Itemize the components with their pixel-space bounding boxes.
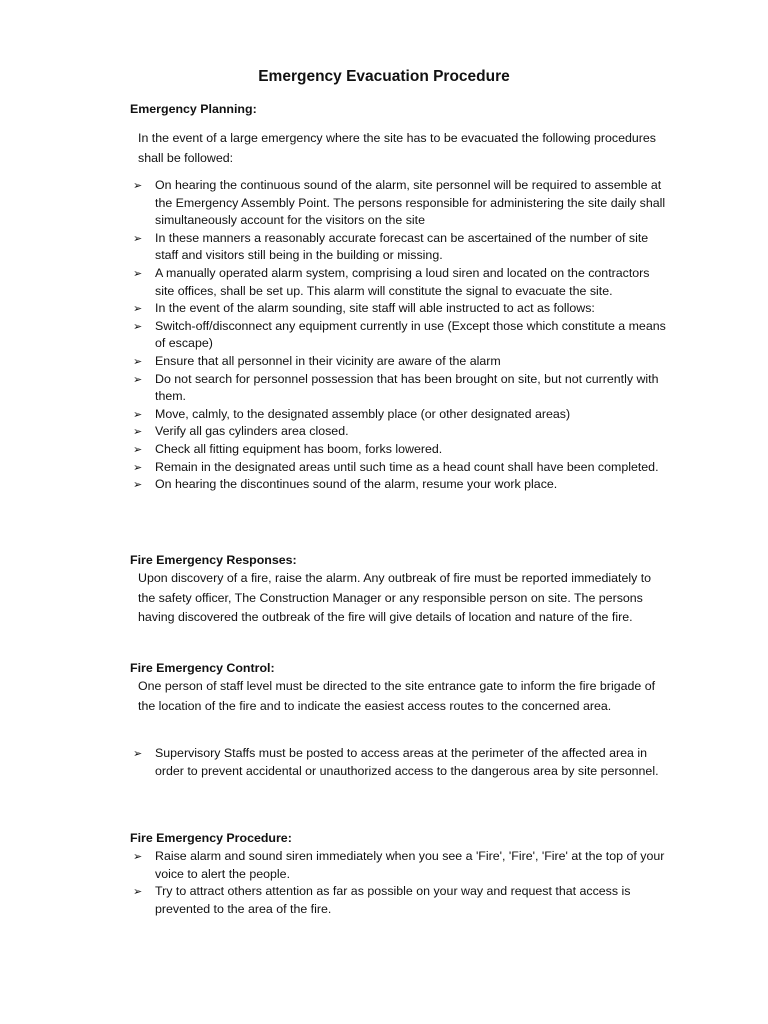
arrowhead-bullet-icon: ➢ <box>133 354 143 368</box>
list-item: ➢ Try to attract others attention as far as possible on your way and request that access is prevented to the area of the fire. <box>133 884 631 916</box>
planning-intro: In the event of a large emergency where the site has to be evacuated the following procedures shall be followed: <box>138 131 656 165</box>
arrowhead-bullet-icon: ➢ <box>133 407 143 421</box>
procedure-bullet-list <box>133 848 668 918</box>
section-heading-planning: Emergency Planning: <box>130 102 257 116</box>
list-item: ➢ Remain in the designated areas until such time as a head count shall have been completed. <box>133 459 668 477</box>
arrowhead-bullet-icon: ➢ <box>133 425 143 439</box>
control-bullet-list <box>133 745 668 780</box>
arrowhead-bullet-icon: ➢ <box>133 319 143 333</box>
arrowhead-bullet-icon: ➢ <box>133 478 143 492</box>
control-text: One person of staff level must be directed to the site entrance gate to inform the fire brigade of the location of the fire and to indicate the easiest access routes to the concerned area. <box>138 679 656 713</box>
list-item: ➢ Ensure that all personnel in their vicinity are aware of the alarm <box>133 353 668 371</box>
planning-bullet-list <box>133 177 668 494</box>
list-item: ➢ Do not search for personnel possession that has been brought on site, but not currently with them. <box>133 371 659 404</box>
arrowhead-bullet-icon: ➢ <box>133 460 143 474</box>
list-item: ➢ Raise alarm and sound siren immediately when you see a 'Fire', 'Fire', 'Fire' at the top of your voice to alert the people. <box>133 849 665 881</box>
arrowhead-bullet-icon: ➢ <box>133 179 143 192</box>
list-item: ➢ Check all fitting equipment has boom, forks lowered. <box>133 441 668 459</box>
list-item: ➢ In the event of the alarm sounding, site staff will able instructed to act as follows: <box>133 300 668 318</box>
arrowhead-bullet-icon: ➢ <box>133 302 143 316</box>
responses-text: Upon discovery of a fire, raise the alarm. Any outbreak of fire must be reported immediately to the safety officer, The Construction Manager or any responsible person on site. The persons having discovered the outbreak of the fire will give details of location and nature of the fire. <box>138 571 652 624</box>
list-item: ➢ A manually operated alarm system, comprising a loud siren and located on the contractors site offices, shall be set up. This alarm will constitute the signal to evacuate the site. <box>133 265 650 298</box>
list-item: ➢ In these manners a reasonably accurate forecast can be ascertained of the number of site staff and visitors still being in the building or missing. <box>133 230 649 263</box>
arrowhead-bullet-icon: ➢ <box>133 266 143 280</box>
page-title: Emergency Evacuation Procedure <box>258 68 510 85</box>
arrowhead-bullet-icon: ➢ <box>133 850 143 863</box>
list-item: ➢ Verify all gas cylinders area closed. <box>133 423 668 441</box>
section-heading-control: Fire Emergency Control: <box>130 661 275 675</box>
arrowhead-bullet-icon: ➢ <box>133 747 143 760</box>
list-item: ➢ On hearing the continuous sound of the alarm, site personnel will be required to assemble at the Emergency Assembly Point. The persons responsible for administering the site daily shall simultaneously account for the visitors on the site <box>133 178 666 228</box>
list-item: ➢ Switch-off/disconnect any equipment currently in use (Except those which constitute a means of escape) <box>133 318 666 351</box>
arrowhead-bullet-icon: ➢ <box>133 885 143 899</box>
list-item: ➢ Move, calmly, to the designated assembly place (or other designated areas) <box>133 406 668 424</box>
list-item: ➢ On hearing the discontinues sound of the alarm, resume your work place. <box>133 476 668 494</box>
arrowhead-bullet-icon: ➢ <box>133 372 143 386</box>
section-heading-responses: Fire Emergency Responses: <box>130 553 297 567</box>
list-item: ➢ Supervisory Staffs must be posted to access areas at the perimeter of the affected area in order to prevent accidental or unauthorized access to the dangerous area by site personnel. <box>133 746 659 778</box>
arrowhead-bullet-icon: ➢ <box>133 442 143 456</box>
section-heading-procedure: Fire Emergency Procedure: <box>130 831 292 845</box>
arrowhead-bullet-icon: ➢ <box>133 231 143 245</box>
